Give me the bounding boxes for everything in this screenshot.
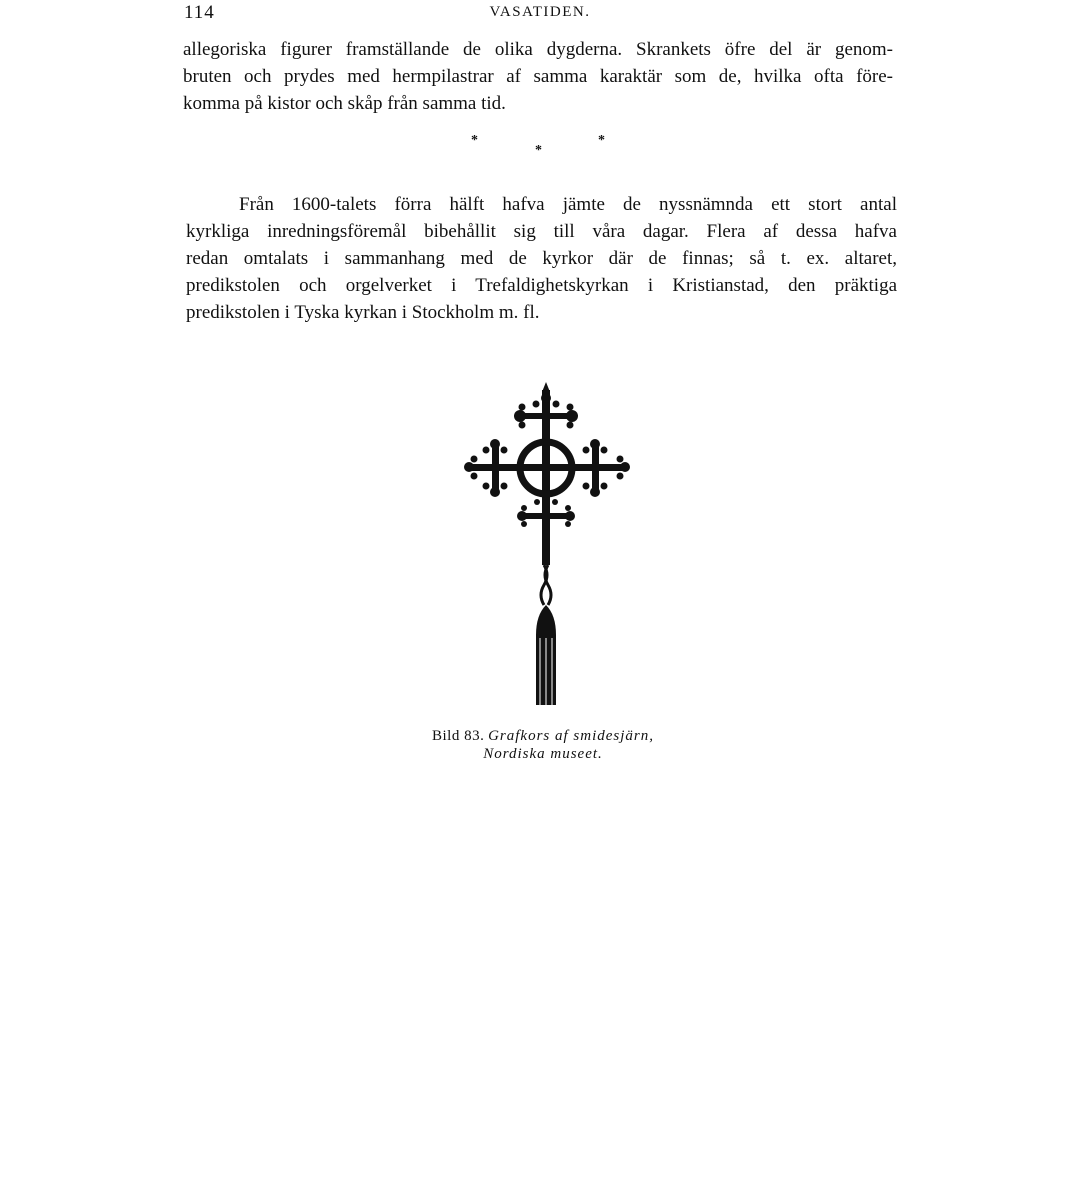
grave-cross-figure <box>462 380 632 710</box>
text-line: predikstolen och orgelverket i Trefaldighetskyrkan i Kristianstad, den präktiga <box>186 275 897 296</box>
section-separator-asterisk: * <box>598 133 605 148</box>
text-line: komma på kistor och skåp från samma tid. <box>183 93 506 114</box>
caption-label: Bild 83. <box>431 728 485 744</box>
figure-caption <box>0 727 1080 745</box>
paragraph-continuation <box>183 36 893 117</box>
grave-cross-illustration <box>462 380 632 710</box>
section-separator-asterisk: * <box>471 133 478 148</box>
running-head: VASATIDEN. <box>489 4 591 20</box>
paragraph-main <box>186 191 897 326</box>
section-separator-asterisk: * <box>535 143 542 158</box>
figure-caption-source <box>0 745 1080 763</box>
text-line: kyrkliga inredningsföremål bibehållit sig till våra dagar. Flera af dessa hafva <box>186 221 897 242</box>
text-line: redan omtalats i sammanhang med de kyrkor där de finnas; så t. ex. altaret, <box>186 248 897 269</box>
caption-title: Grafkors af smidesjärn, <box>488 728 655 744</box>
text-line: Från 1600-talets förra hälft hafva jämte de nyssnämnda ett stort antal <box>239 194 897 215</box>
caption-source: Nordiska museet. <box>483 746 603 762</box>
text-line: predikstolen i Tyska kyrkan i Stockholm m. fl. <box>186 302 540 323</box>
page-number: 114 <box>184 2 215 23</box>
text-line: bruten och prydes med hermpilastrar af samma karaktär som de, hvilka ofta före- <box>183 66 893 87</box>
text-line: allegoriska figurer framställande de olika dygderna. Skrankets öfre del är genom- <box>183 39 893 60</box>
